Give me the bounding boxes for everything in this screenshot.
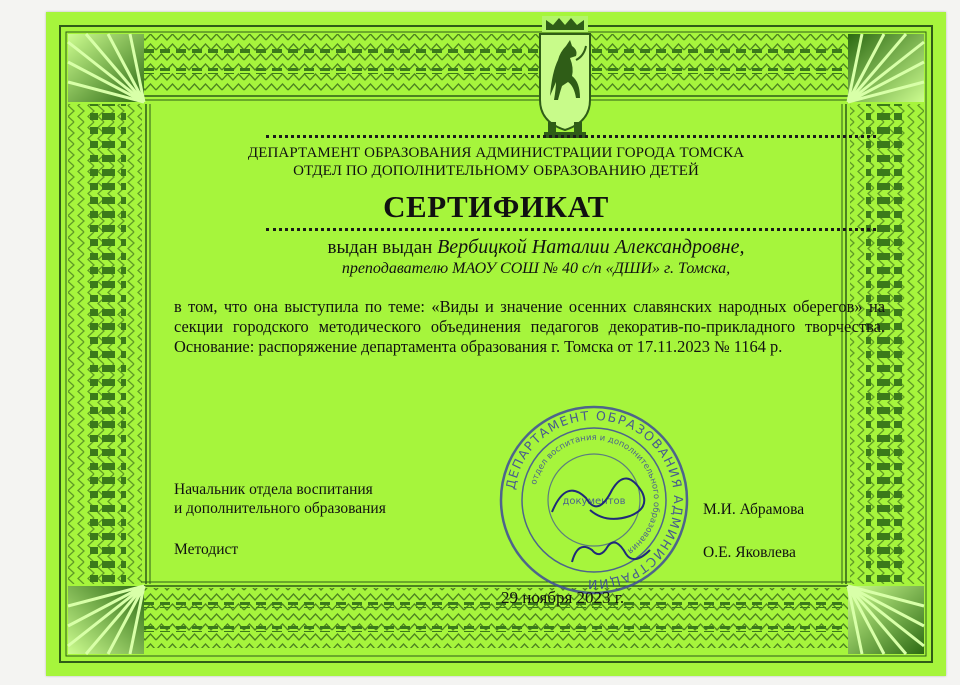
corner-ornament-bottom-right	[848, 586, 924, 654]
methodist-title: Методист	[174, 541, 239, 558]
header-dotted-rule	[266, 135, 876, 138]
certificate	[46, 12, 946, 676]
stamp-outer-text: ДЕПАРТАМЕНТ ОБРАЗОВАНИЯ АДМИНИСТРАЦИИ	[502, 407, 687, 593]
recipient-name: Вербицкой Наталии Александровне,	[437, 236, 745, 258]
methodist-name: О.Е. Яковлева	[703, 544, 796, 561]
head-title-line-1: Начальник отдела воспитания	[174, 481, 373, 498]
corner-ornament-top-left	[68, 34, 144, 102]
department-line-2: ОТДЕЛ ПО ДОПОЛНИТЕЛЬНОМУ ОБРАЗОВАНИЮ ДЕТЕЙ	[293, 163, 699, 179]
issued-prefix: выдан выдан	[327, 237, 438, 258]
stamp-center-text: документов	[562, 496, 626, 507]
head-title-line-2: и дополнительного образования	[174, 500, 386, 517]
corner-ornament-bottom-left	[68, 586, 144, 654]
certificate-body-text: в том, что она выступила по теме: «Виды и значение осенних славянских народных оберегов» на секции городского методического объединения педагогов декоратив-по-прикладного творчества. Основание: распоряжение департамента образования г. Томска от 17.11.2023 № 1164 р.	[174, 297, 885, 356]
head-name: М.И. Абрамова	[703, 501, 805, 518]
head-title	[174, 480, 386, 518]
tomsk-coat-of-arms-icon	[540, 16, 590, 138]
department-line-1: ДЕПАРТАМЕНТ ОБРАЗОВАНИЯ АДМИНИСТРАЦИИ ГОРОДА ТОМСКА	[247, 145, 745, 161]
issued-line	[196, 236, 876, 259]
stamp-inner-text: отдел воспитания и дополнительного образования	[529, 432, 662, 556]
recipient-position: преподавателю МАОУ СОШ № 40 с/п «ДШИ» г. Томска,	[341, 260, 731, 277]
certificate-title: СЕРТИФИКАТ	[383, 189, 609, 224]
issue-date: 29 ноября 2023 г.	[501, 588, 625, 607]
title-dotted-rule	[266, 228, 876, 231]
corner-ornament-top-right	[848, 34, 924, 102]
official-stamp	[494, 400, 694, 600]
